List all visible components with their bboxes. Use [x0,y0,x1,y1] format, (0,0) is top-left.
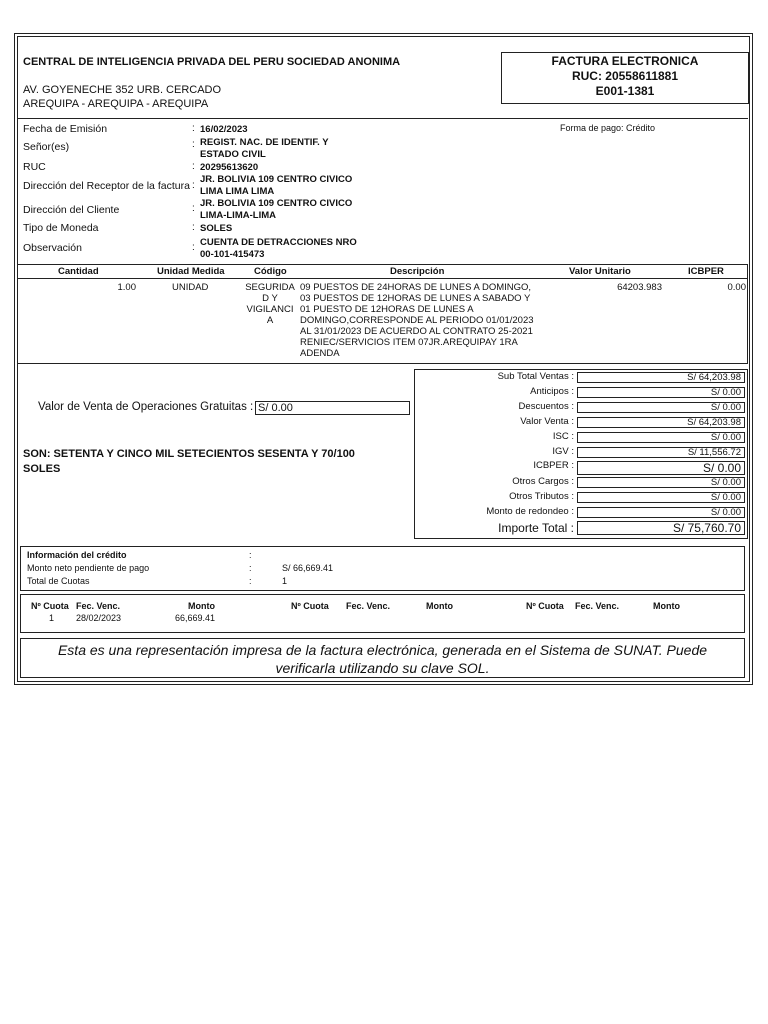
ruc-value: 20295613620 [200,162,259,173]
row-valor-unitario: 64203.983 [617,282,662,293]
dir-cliente-label: Dirección del Cliente [23,204,120,216]
cuota-row-nro: 1 [49,613,55,623]
th-valor-unitario: Valor Unitario [569,266,631,277]
son-line-2: SOLES [23,463,61,475]
colon: : [192,180,195,191]
total-label: Otros Cargos : [512,476,574,487]
total-label: Sub Total Ventas : [497,371,574,382]
credito-title: Información del crédito [27,550,127,560]
total-label: ISC : [552,431,574,442]
th-cantidad: Cantidad [58,266,99,277]
fecha-label: Fecha de Emisión [23,123,108,135]
moneda-value: SOLES [200,223,233,234]
credito-monto-value: S/ 66,669.41 [282,563,334,573]
dir-cliente-value-2: LIMA-LIMA-LIMA [200,210,276,221]
total-label: IGV : [552,446,574,457]
row-descripcion [300,282,534,359]
total-label: Importe Total : [498,521,574,535]
footer-line-1: Esta es una representación impresa de la factura electrónica, generada en el Sistema de SUNAT. Puede [57,642,708,658]
row-codigo-line: VIGILANCI [246,304,294,315]
invoice-number: E001-1381 [595,84,655,98]
gratuitas-value: S/ 0.00 [255,401,410,415]
cuota-h-nro: Nº Cuota [526,601,564,611]
senor-label: Señor(es) [23,141,70,153]
total-value: S/ 64,203.98 [577,417,745,428]
cuota-h-nro: Nº Cuota [291,601,329,611]
fecha-value: 16/02/2023 [200,124,248,135]
cuota-h-monto: Monto [426,601,453,611]
total-value: S/ 0.00 [577,387,745,398]
credito-monto-label: Monto neto pendiente de pago [27,563,150,573]
total-label: Otros Tributos : [509,491,574,502]
credito-cuotas-label: Total de Cuotas [27,576,90,586]
table-header-divider [17,278,748,279]
th-unidad: Unidad Medida [157,266,225,277]
senor-value-2: ESTADO CIVIL [200,149,266,160]
invoice-title: FACTURA ELECTRONICA [551,54,699,68]
cuota-row-monto: 66,669.41 [175,613,216,623]
total-label: Descuentos : [518,401,574,412]
ruc-label: RUC [23,161,46,173]
row-codigo-line: SEGURIDA [245,282,295,293]
obs-label: Observación [23,242,82,254]
footer-line-2: verificarla utilizando su clave SOL. [275,660,490,676]
cuota-h-monto: Monto [188,601,215,611]
colon: : [192,161,195,172]
colon: : [249,550,252,560]
credito-cuotas-value: 1 [282,576,288,586]
row-descripcion-line: DOMINGO,CORRESPONDE AL PERIODO 01/01/2023 [300,315,534,326]
colon: : [192,139,195,150]
row-codigo-line: D Y [262,293,278,304]
th-descripcion: Descripción [390,266,445,277]
company-name: CENTRAL DE INTELIGENCIA PRIVADA DEL PERU SOCIEDAD ANONIMA [23,56,401,68]
row-descripcion-line: 09 PUESTOS DE 24HORAS DE LUNES A DOMINGO, [300,282,532,293]
row-descripcion-line: RENIEC/SERVICIOS ITEM 07JR.AREQUIPAY 1RA [300,337,518,348]
obs-value-1: CUENTA DE DETRACCIONES NRO [200,237,357,248]
cuota-h-fec: Fec. Venc. [76,601,121,611]
dir-receptor-label: Dirección del Receptor de la factura [23,180,190,192]
colon: : [192,203,195,214]
son-line-1: SON: SETENTA Y CINCO MIL SETECIENTOS SESENTA Y 70/100 [23,448,355,460]
dir-receptor-value-2: LIMA LIMA LIMA [200,186,275,197]
company-address-2: AREQUIPA - AREQUIPA - AREQUIPA [23,98,209,110]
dir-cliente-value-1: JR. BOLIVIA 109 CENTRO CIVICO [200,198,353,209]
cuota-h-fec: Fec. Venc. [575,601,620,611]
company-address-1: AV. GOYENECHE 352 URB. CERCADO [23,84,222,96]
gratuitas-label: Valor de Venta de Operaciones Gratuitas : [38,401,254,413]
row-descripcion-line: 03 PUESTOS DE 12HORAS DE LUNES A SABADO Y [300,293,531,304]
row-cantidad: 1.00 [117,282,136,293]
total-label: ICBPER : [533,460,574,471]
divider [17,118,748,119]
row-descripcion-line: AL 31/01/2023 DE ACUERDO AL CONTRATO 25-2021 [300,326,533,337]
invoice-box [501,52,749,104]
th-icbper: ICBPER [688,266,724,277]
senor-value-1: REGIST. NAC. DE IDENTIF. Y [200,137,329,148]
total-value: S/ 0.00 [577,492,745,503]
obs-value-2: 00-101-415473 [200,249,265,260]
total-value: S/ 0.00 [577,477,745,488]
cuota-h-nro: Nº Cuota [31,601,69,611]
total-value: S/ 0.00 [577,402,745,413]
dir-receptor-value-1: JR. BOLIVIA 109 CENTRO CIVICO [200,174,353,185]
invoice-ruc: RUC: 20558611881 [571,69,679,83]
colon: : [249,563,252,573]
footer-note [20,641,745,677]
colon: : [192,222,195,233]
total-value: S/ 64,203.98 [577,372,745,383]
total-label: Valor Venta : [520,416,574,427]
total-label: Anticipos : [530,386,574,397]
moneda-label: Tipo de Moneda [23,222,99,234]
cuotas-box [20,594,745,633]
total-value: S/ 0.00 [577,507,745,518]
forma-pago: Forma de pago: Crédito [560,123,656,133]
total-value: S/ 11,556.72 [577,447,745,458]
colon: : [249,576,252,586]
total-label: Monto de redondeo : [486,506,574,517]
row-unidad: UNIDAD [172,282,209,293]
row-descripcion-line: 01 PUESTO DE 12HORAS DE LUNES A [300,304,474,315]
cuota-row-fec: 28/02/2023 [76,613,122,623]
th-codigo: Código [254,266,287,277]
row-codigo-line: A [266,315,274,326]
colon: : [192,123,195,134]
colon: : [192,242,195,253]
total-value: S/ 0.00 [577,432,745,443]
total-value: S/ 75,760.70 [577,521,745,535]
row-descripcion-line: ADENDA [300,348,340,359]
row-codigo [242,282,298,326]
row-icbper: 0.00 [727,282,746,293]
total-value: S/ 0.00 [577,461,745,475]
cuota-h-monto: Monto [653,601,680,611]
cuota-h-fec: Fec. Venc. [346,601,391,611]
